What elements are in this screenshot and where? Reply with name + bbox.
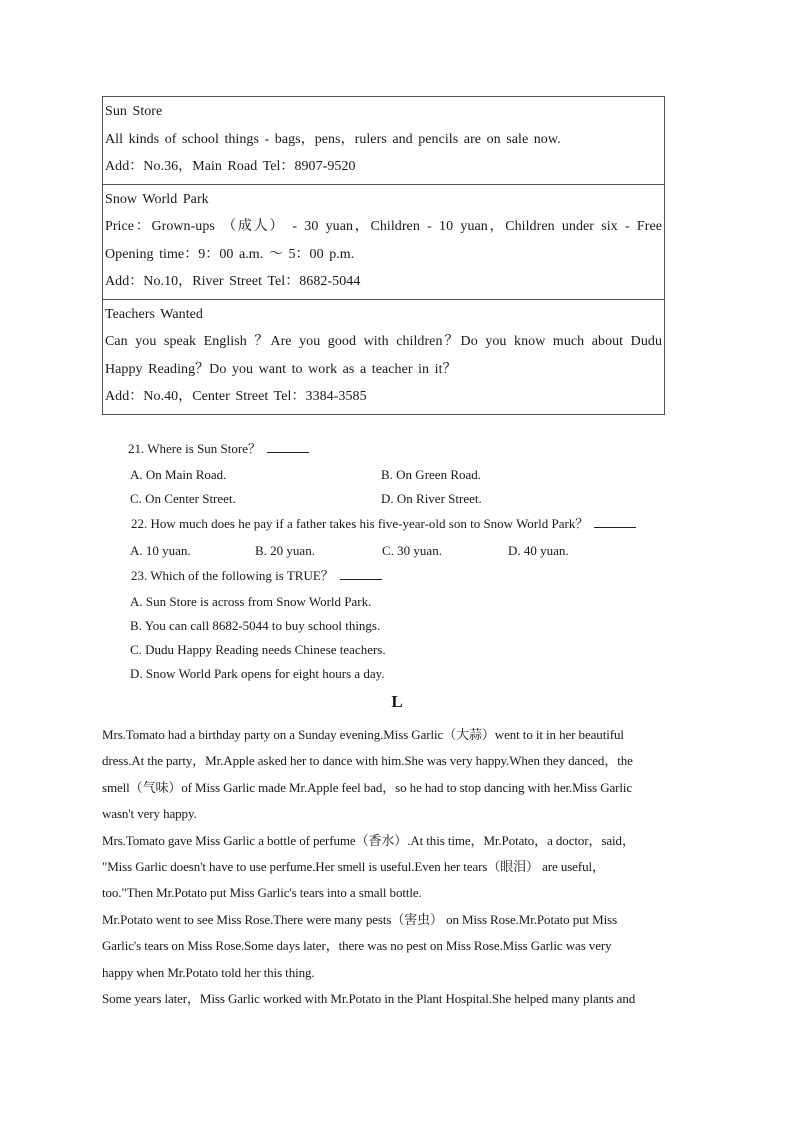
question-23: [131, 568, 382, 584]
question-22: [131, 516, 636, 532]
section-heading: L: [391, 692, 403, 711]
passage-line: Some years later，Miss Garlic worked with Mr.Potato in the Plant Hospital.She helped many plants and: [102, 991, 636, 1007]
ad-description: Can you speak English ？Are you good with children？Do you know much about Dudu: [105, 334, 662, 349]
option-d: D. 40 yuan.: [508, 543, 569, 558]
ad-sun-store: [103, 97, 664, 185]
option-d: D. On River Street.: [381, 491, 482, 506]
option-d: D. Snow World Park opens for eight hours a day.: [130, 666, 385, 681]
option-a: A. 10 yuan.: [130, 543, 191, 558]
question-stem: 23. Which of the following is TRUE？: [131, 568, 334, 583]
reading-passage: [102, 722, 692, 1012]
ad-title: Sun Store: [105, 104, 163, 119]
option-b: B. You can call 8682-5044 to buy school things.: [130, 618, 381, 633]
passage-line: "Miss Garlic doesn't have to use perfume.Her smell is useful.Even her tears（眼泪） are useful，: [102, 859, 605, 875]
answer-blank[interactable]: [594, 516, 636, 528]
ad-address: Add：No.10，River Street Tel：8682-5044: [105, 274, 361, 289]
question-stem: 22. How much does he pay if a father takes his five-year-old son to Snow World Park？: [131, 516, 589, 531]
ads-table: [102, 96, 665, 415]
passage-line: Mrs.Tomato gave Miss Garlic a bottle of perfume（香水）.At this time，Mr.Potato，a doctor，said，: [102, 832, 635, 848]
question-stem: 21. Where is Sun Store？: [128, 441, 261, 456]
passage-line: smell（气味）of Miss Garlic made Mr.Apple feel bad，so he had to stop dancing with her.Miss Garlic: [102, 779, 633, 795]
passage-line: wasn't very happy.: [102, 806, 197, 822]
passage-line: dress.At the party，Mr.Apple asked her to dance with him.She was very happy.When they danced，the: [102, 753, 633, 769]
passage-line: Mr.Potato went to see Miss Rose.There were many pests（害虫） on Miss Rose.Mr.Potato put Miss: [102, 911, 618, 927]
answer-blank[interactable]: [340, 568, 382, 580]
option-a: A. On Main Road.: [130, 467, 227, 482]
option-b: B. On Green Road.: [381, 467, 482, 482]
option-c: C. Dudu Happy Reading needs Chinese teachers.: [130, 642, 386, 657]
ad-snow-world-park: [103, 185, 664, 300]
ad-title: Snow World Park: [105, 191, 209, 207]
question-21: [128, 441, 309, 457]
ad-title: Teachers Wanted: [105, 306, 203, 322]
passage-line: Garlic's tears on Miss Rose.Some days later，there was no pest on Miss Rose.Miss Garlic was very: [102, 938, 612, 954]
ad-opening-time: Opening time：9：00 a.m. ～ 5：00 p.m.: [105, 246, 355, 262]
ad-teachers-wanted: [103, 300, 664, 414]
option-c: C. 30 yuan.: [382, 543, 442, 558]
ad-description: All kinds of school things - bags，pens，rulers and pencils are on sale now.: [105, 131, 561, 147]
option-a: A. Sun Store is across from Snow World Park.: [130, 594, 372, 609]
ad-price: Price：Grown-ups （成人） - 30 yuan，Children - 10 yuan，Children under six - Free: [105, 219, 662, 234]
passage-line: Mrs.Tomato had a birthday party on a Sunday evening.Miss Garlic（大蒜）went to it in her beautiful: [102, 727, 624, 742]
answer-blank[interactable]: [267, 441, 309, 453]
option-b: B. 20 yuan.: [255, 543, 315, 558]
passage-line: too."Then Mr.Potato put Miss Garlic's tears into a small bottle.: [102, 885, 422, 901]
ad-description-cont: Happy Reading？Do you want to work as a teacher in it？: [105, 361, 457, 377]
ad-address: Add：No.36，Main Road Tel：8907-9520: [105, 159, 356, 174]
ad-address: Add：No.40，Center Street Tel：3384-3585: [105, 389, 367, 404]
passage-line: happy when Mr.Potato told her this thing.: [102, 964, 315, 980]
option-c: C. On Center Street.: [130, 491, 236, 506]
